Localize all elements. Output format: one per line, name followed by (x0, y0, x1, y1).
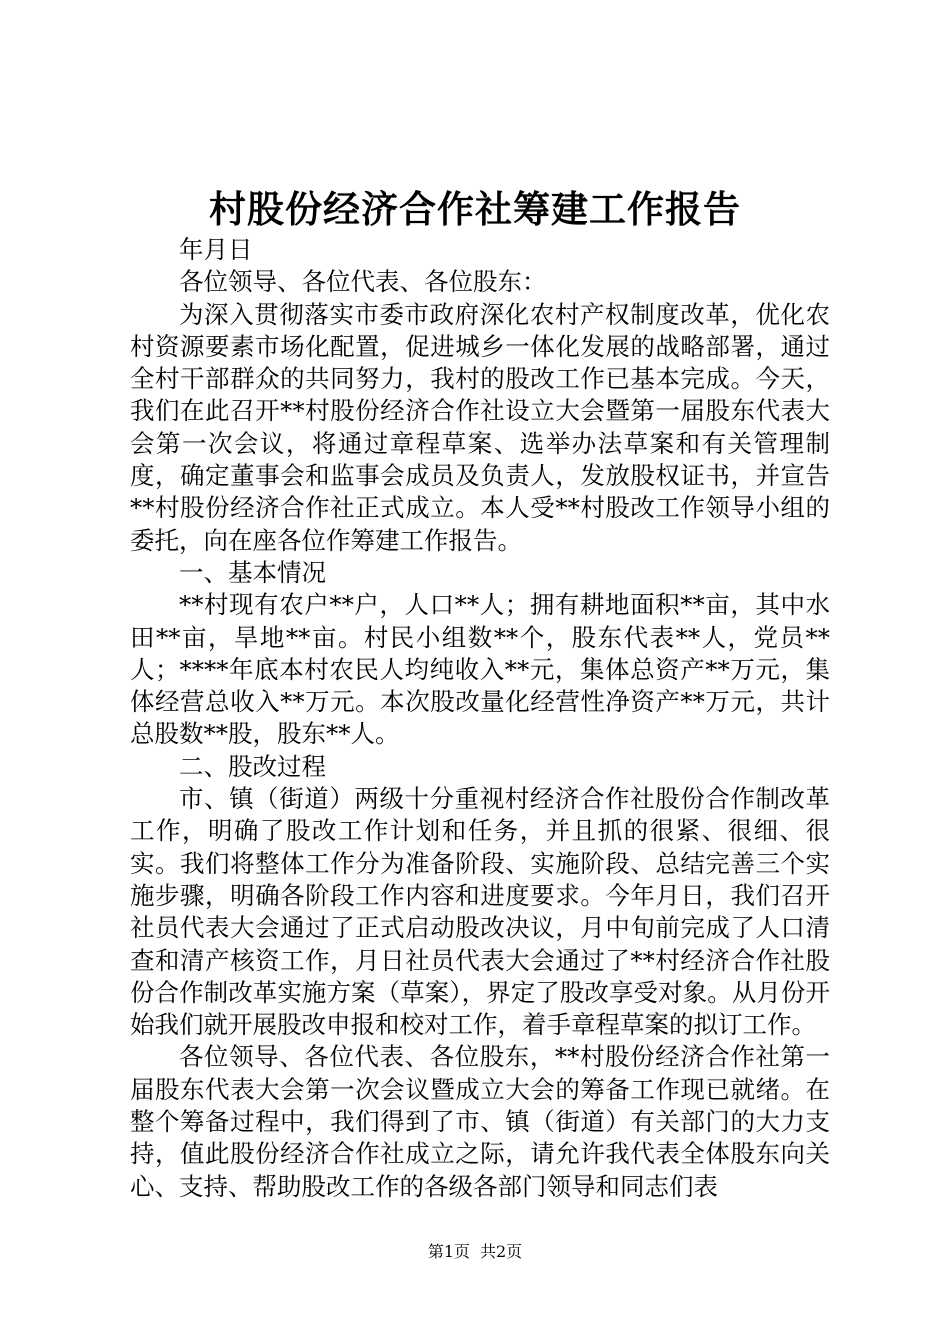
page-total: 共2页 (480, 1242, 523, 1261)
closing-paragraph: 各位领导、各位代表、各位股东，**村股份经济合作社第一届股东代表大会第一次会议暨成立大会的筹备工作现已就绪。在整个筹备过程中，我们得到了市、镇（街道）有关部门的大力支持，值此股份经济合作社成立之际，请允许我代表全体股东向关心、支持、帮助股改工作的各级各部门领导和同志们表 (130, 1042, 830, 1201)
section-heading-basic-situation: 一、基本情况 (179, 557, 326, 587)
intro-paragraph: 为深入贯彻落实市委市政府深化农村产权制度改革，优化农村资源要素市场化配置，促进城乡一体化发展的战略部署，通过全村干部群众的共同努力，我村的股改工作已基本完成。今天，我们在此召开**村股份经济合作社设立大会暨第一届股东代表大会第一次会议，将通过章程草案、选举办法草案和有关管理制度，确定董事会和监事会成员及负责人，发放股权证书，并宣告**村股份经济合作社正式成立。本人受**村股改工作领导小组的委托，向在座各位作筹建工作报告。 (130, 299, 830, 555)
section-heading-reform-process: 二、股改过程 (179, 751, 326, 781)
document-title: 村股份经济合作社筹建工作报告 (209, 187, 741, 231)
page-number: 第1页 (427, 1242, 470, 1261)
date-line: 年月日 (179, 235, 253, 264)
basic-situation-paragraph: **村现有农户**户，人口**人；拥有耕地面积**亩，其中水田**亩，旱地**亩。村民小组数**个，股东代表**人，党员**人；****年底本村农民人均纯收入**元，集体总资产**万元，集体经营总收入**万元。本次股改量化经营性净资产**万元，共计总股数**股，股东**人。 (130, 590, 830, 749)
page-footer (0, 1242, 950, 1262)
document-body (130, 234, 830, 1203)
salutation: 各位领导、各位代表、各位股东： (179, 267, 547, 297)
reform-process-paragraph: 市、镇（街道）两级十分重视村经济合作社股份合作制改革工作，明确了股改工作计划和任务，并且抓的很紧、很细、很实。我们将整体工作分为准备阶段、实施阶段、总结完善三个实施步骤，明确各阶段工作内容和进度要求。今年月日，我们召开社员代表大会通过了正式启动股改决议，月中旬前完成了人口清查和清产核资工作，月日社员代表大会通过了**村经济合作社股份合作制改革实施方案（草案），界定了股改享受对象。从月份开始我们就开展股改申报和校对工作，着手章程草案的拟订工作。 (130, 784, 830, 1040)
